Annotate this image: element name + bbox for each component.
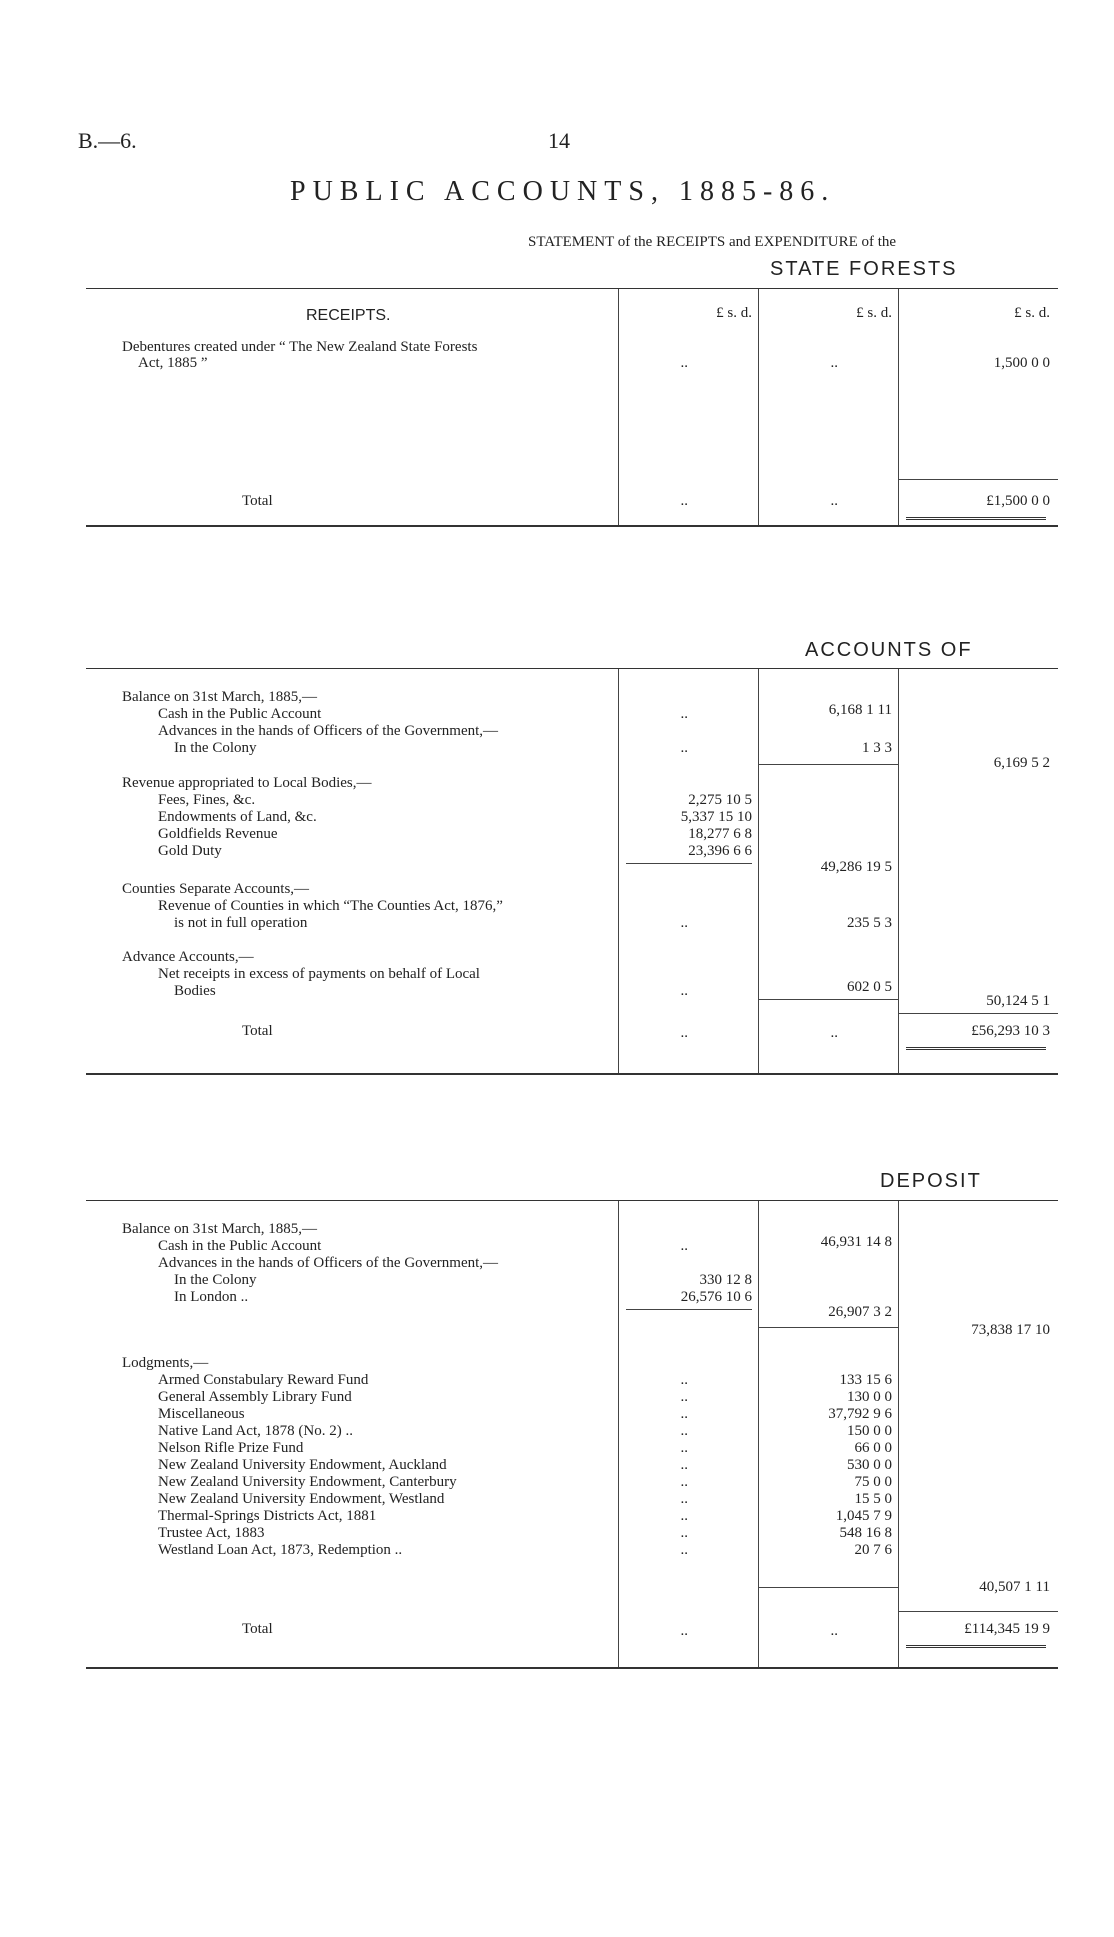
row-amount: 548 16 8 [839, 1525, 892, 1541]
state-forests-table [86, 288, 1058, 527]
dots: .. [680, 493, 688, 509]
total-label: Total [242, 1023, 273, 1039]
lodgments-total: 40,507 1 11 [979, 1579, 1050, 1595]
row-amount: 75 0 0 [854, 1474, 892, 1490]
row-amount: 18,277 6 8 [688, 826, 752, 842]
dots: .. [680, 1457, 688, 1473]
dots: .. [680, 1389, 688, 1405]
row-amount: 20 7 6 [854, 1542, 892, 1558]
dots: .. [680, 1491, 688, 1507]
dots: .. [680, 1238, 688, 1254]
row-amount: 6,168 1 11 [828, 702, 892, 718]
list-item: Native Land Act, 1878 (No. 2) .. [158, 1423, 353, 1439]
page-number: 14 [548, 128, 570, 153]
row-amount: 235 5 3 [847, 915, 892, 931]
row-amount: 26,576 10 6 [680, 1289, 752, 1305]
dots: .. [680, 355, 688, 371]
row-amount: 530 0 0 [847, 1457, 892, 1473]
dots: .. [680, 706, 688, 722]
dots: .. [680, 1542, 688, 1558]
row-label: Advance Accounts,— [122, 949, 254, 965]
row-amount: 1 3 3 [862, 740, 892, 756]
list-item: Thermal-Springs Districts Act, 1881 [158, 1508, 377, 1524]
row-label: Balance on 31st March, 1885,— [122, 689, 317, 705]
row-label: Advances in the hands of Officers of the Government,— [158, 1255, 499, 1271]
list-item: Armed Constabulary Reward Fund [158, 1372, 369, 1388]
dots: .. [830, 1623, 838, 1639]
page-title: PUBLIC ACCOUNTS, 1885-86. [290, 176, 836, 207]
dots: .. [680, 915, 688, 931]
row-label: Endowments of Land, &c. [158, 809, 317, 825]
receipt-line: Act, 1885 ” [138, 355, 208, 371]
receipt-amount: 1,500 0 0 [993, 355, 1050, 371]
total-label: Total [242, 1621, 273, 1637]
deposit-title: DEPOSIT [880, 1170, 982, 1192]
list-item: Westland Loan Act, 1873, Redemption .. [158, 1542, 403, 1558]
row-label: Net receipts in excess of payments on behalf of Local [158, 966, 480, 982]
dots: .. [680, 1440, 688, 1456]
row-label: Counties Separate Accounts,— [122, 881, 310, 897]
row-label: Cash in the Public Account [158, 1238, 322, 1254]
dots: .. [680, 1372, 688, 1388]
row-label: Bodies [174, 983, 216, 999]
total-amount: £56,293 10 3 [971, 1023, 1050, 1039]
local-bodies-total: 49,286 19 5 [820, 859, 892, 875]
dots: .. [680, 1025, 688, 1041]
total-amount: £1,500 0 0 [986, 493, 1050, 509]
receipt-line: Debentures created under “ The New Zealand State Forests [122, 339, 478, 355]
row-label: Advances in the hands of Officers of the Government,— [158, 723, 499, 739]
row-amount: 602 0 5 [847, 979, 892, 995]
accounts-table [86, 668, 1058, 1075]
state-forests-title: STATE FORESTS [770, 258, 958, 280]
list-item: New Zealand University Endowment, Canterbury [158, 1474, 457, 1490]
statement-heading: STATEMENT of the RECEIPTS and EXPENDITURE of the [528, 234, 897, 250]
dots: .. [830, 355, 838, 371]
row-amount: 37,792 9 6 [828, 1406, 892, 1422]
lodgments-heading: Lodgments,— [122, 1355, 209, 1371]
dots: .. [680, 1623, 688, 1639]
row-amount: 46,931 14 8 [820, 1234, 892, 1250]
deposit-table [86, 1200, 1058, 1669]
currency-header: £ s. d. [856, 305, 892, 321]
dots: .. [680, 983, 688, 999]
currency-header: £ s. d. [716, 305, 752, 321]
dots: .. [680, 1525, 688, 1541]
row-label: Balance on 31st March, 1885,— [122, 1221, 317, 1237]
row-label: In London .. [174, 1289, 249, 1305]
list-item: General Assembly Library Fund [158, 1389, 352, 1405]
list-item: Miscellaneous [158, 1406, 245, 1422]
dots: .. [830, 493, 838, 509]
row-amount: 2,275 10 5 [688, 792, 752, 808]
row-amount: 23,396 6 6 [688, 843, 752, 859]
list-item: New Zealand University Endowment, Auckland [158, 1457, 447, 1473]
row-label: Goldfields Revenue [158, 826, 278, 842]
total-amount: £114,345 19 9 [964, 1621, 1050, 1637]
row-label: Cash in the Public Account [158, 706, 322, 722]
list-item: Trustee Act, 1883 [158, 1525, 265, 1541]
row-label: is not in full operation [174, 915, 308, 931]
row-amount: 15 5 0 [854, 1491, 892, 1507]
row-amount: 130 0 0 [847, 1389, 892, 1405]
dots: .. [680, 1423, 688, 1439]
row-amount: 330 12 8 [699, 1272, 752, 1288]
row-label: In the Colony [174, 740, 257, 756]
balance-total: 73,838 17 10 [971, 1322, 1050, 1338]
accounts-of-title: ACCOUNTS OF [805, 639, 973, 661]
page-reference: B.—6. [78, 128, 137, 153]
currency-header: £ s. d. [1014, 305, 1050, 321]
row-label: Fees, Fines, &c. [158, 792, 256, 808]
dots: .. [680, 740, 688, 756]
dots: .. [830, 1025, 838, 1041]
list-item: Nelson Rifle Prize Fund [158, 1440, 304, 1456]
row-amount: 133 15 6 [839, 1372, 892, 1388]
receipts-heading: RECEIPTS. [306, 307, 391, 324]
row-amount: 1,045 7 9 [835, 1508, 892, 1524]
dots: .. [680, 1508, 688, 1524]
row-amount: 5,337 15 10 [680, 809, 752, 825]
subtotal-amount: 50,124 5 1 [986, 993, 1050, 1009]
row-amount: 66 0 0 [854, 1440, 892, 1456]
row-label: Revenue of Counties in which “The Counties Act, 1876,” [158, 898, 503, 914]
subtotal-amount: 6,169 5 2 [993, 755, 1050, 771]
total-label: Total [242, 493, 273, 509]
dots: .. [680, 1474, 688, 1490]
dots: .. [680, 1406, 688, 1422]
advances-total: 26,907 3 2 [828, 1304, 892, 1320]
row-label: Revenue appropriated to Local Bodies,— [122, 775, 372, 791]
row-label: In the Colony [174, 1272, 257, 1288]
list-item: New Zealand University Endowment, Westland [158, 1491, 445, 1507]
row-amount: 150 0 0 [847, 1423, 892, 1439]
row-label: Gold Duty [158, 843, 222, 859]
